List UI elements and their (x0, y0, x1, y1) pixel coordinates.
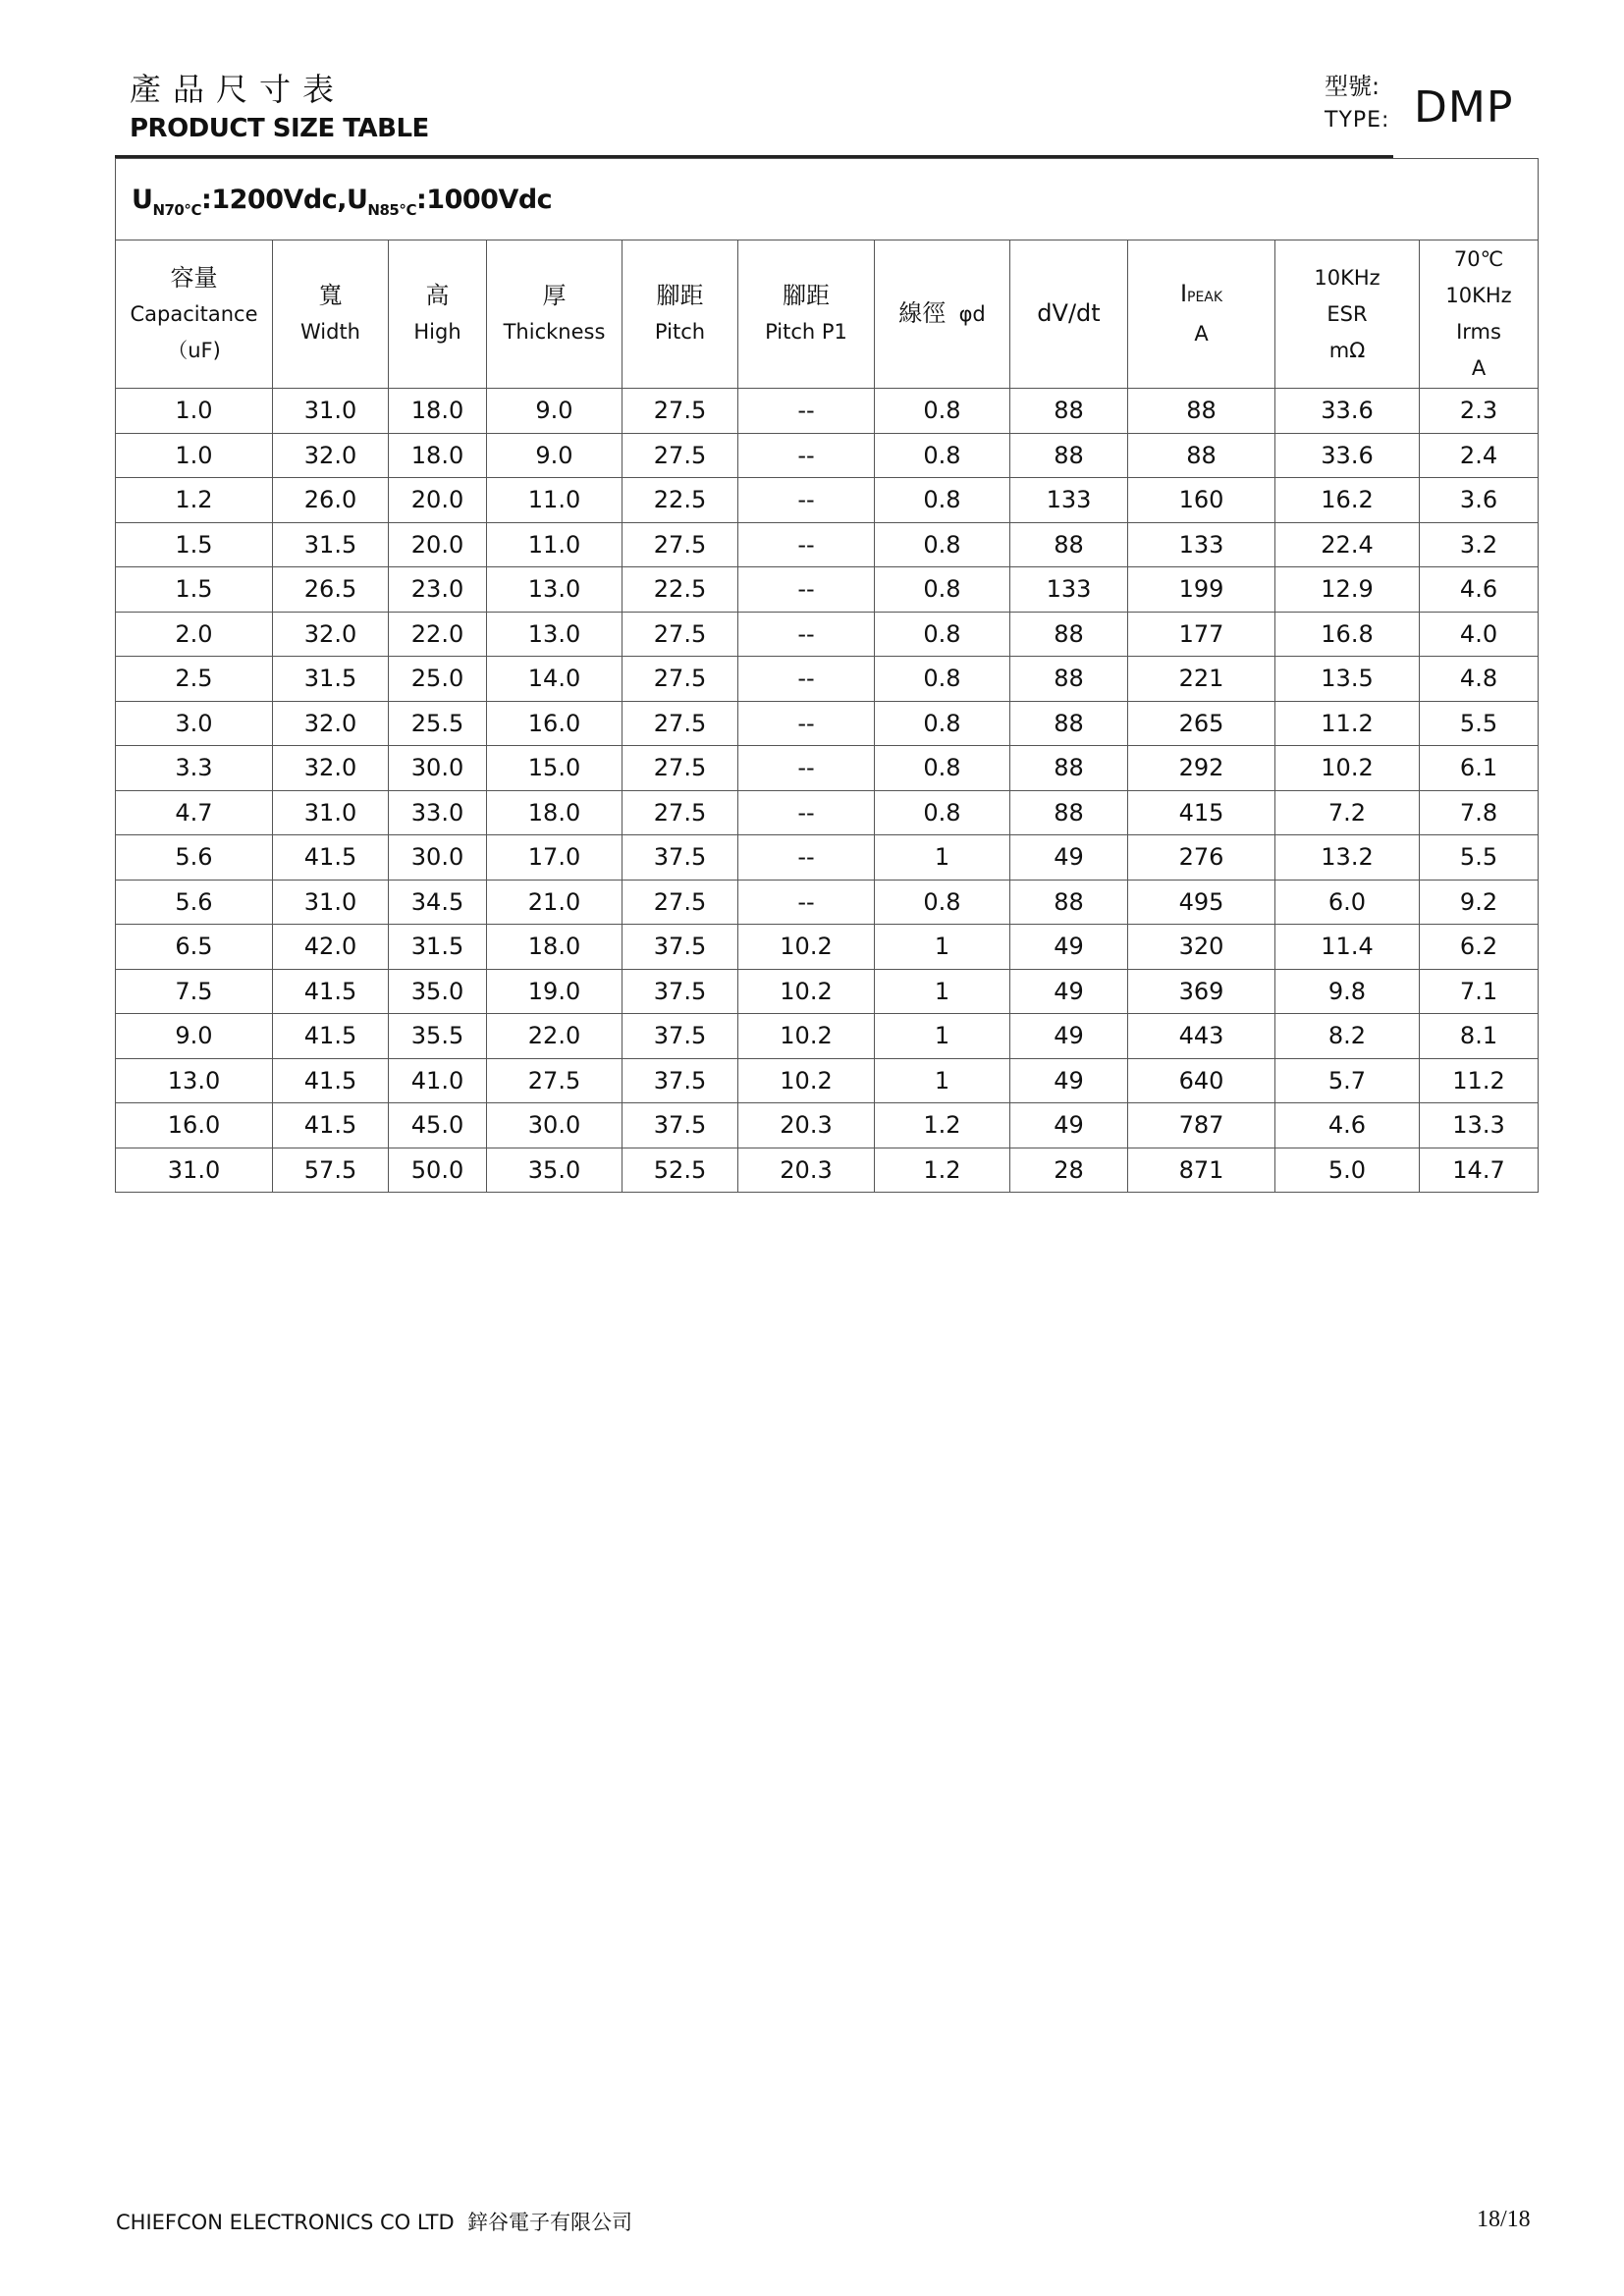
table-cell: 133 (1128, 522, 1275, 567)
table-cell: 37.5 (623, 835, 738, 881)
table-cell: 88 (1010, 880, 1128, 925)
table-cell: 88 (1010, 389, 1128, 434)
table-cell: 5.0 (1275, 1148, 1420, 1193)
table-cell: 27.5 (623, 746, 738, 791)
table-cell: 50.0 (389, 1148, 487, 1193)
table-cell: -- (738, 433, 875, 478)
table-cell: 7.1 (1420, 969, 1539, 1014)
table-cell: 49 (1010, 835, 1128, 881)
table-row (116, 1103, 1539, 1148)
table-cell: 3.0 (116, 701, 273, 746)
col-ipeak: IPEAK A (1128, 240, 1275, 389)
table-cell: 11.2 (1275, 701, 1420, 746)
table-cell: -- (738, 835, 875, 881)
table-cell: 1.0 (116, 433, 273, 478)
table-cell: 37.5 (623, 925, 738, 970)
table-cell: 2.0 (116, 612, 273, 657)
table-cell: 41.5 (273, 835, 389, 881)
table-cell: 265 (1128, 701, 1275, 746)
table-cell: 27.5 (487, 1058, 623, 1103)
table-row (116, 1014, 1539, 1059)
table-cell: 495 (1128, 880, 1275, 925)
table-cell: 26.5 (273, 567, 389, 613)
table-cell: 1.0 (116, 389, 273, 434)
table-cell: 787 (1128, 1103, 1275, 1148)
table-cell: 320 (1128, 925, 1275, 970)
product-size-table (115, 158, 1539, 1193)
type-label-zh: 型號: (1325, 73, 1380, 100)
table-cell: 32.0 (273, 746, 389, 791)
table-cell: 15.0 (487, 746, 623, 791)
table-cell: 49 (1010, 1103, 1128, 1148)
table-cell: 10.2 (1275, 746, 1420, 791)
table-cell: 30.0 (389, 835, 487, 881)
table-cell: 31.5 (273, 657, 389, 702)
table-cell: 30.0 (389, 746, 487, 791)
table-cell: 88 (1010, 522, 1128, 567)
table-cell: 49 (1010, 969, 1128, 1014)
table-cell: 2.4 (1420, 433, 1539, 478)
table-cell: 0.8 (875, 433, 1010, 478)
table-cell: 4.7 (116, 790, 273, 835)
table-cell: 11.2 (1420, 1058, 1539, 1103)
table-cell: 18.0 (389, 389, 487, 434)
table-cell: 88 (1010, 701, 1128, 746)
table-cell: 88 (1010, 746, 1128, 791)
table-row (116, 746, 1539, 791)
table-cell: 1.2 (116, 478, 273, 523)
table-cell: 5.5 (1420, 835, 1539, 881)
col-width: 寬 Width (273, 240, 389, 389)
table-cell: 49 (1010, 1014, 1128, 1059)
col-esr: 10KHz ESR mΩ (1275, 240, 1420, 389)
table-cell: 88 (1128, 389, 1275, 434)
table-cell: 6.2 (1420, 925, 1539, 970)
table-cell: 4.6 (1420, 567, 1539, 613)
table-row (116, 612, 1539, 657)
table-cell: 34.5 (389, 880, 487, 925)
table-cell: 1.5 (116, 567, 273, 613)
table-cell: 49 (1010, 1058, 1128, 1103)
table-cell: -- (738, 567, 875, 613)
table-row (116, 835, 1539, 881)
table-cell: 27.5 (623, 657, 738, 702)
page-number: 18/18 (1477, 2207, 1531, 2232)
table-cell: 9.8 (1275, 969, 1420, 1014)
table-cell: 27.5 (623, 790, 738, 835)
table-cell: 41.5 (273, 969, 389, 1014)
col-capacitance: 容量 Capacitance （uF) (116, 240, 273, 389)
table-cell: 28 (1010, 1148, 1128, 1193)
type-value: DMP (1414, 82, 1514, 133)
table-cell: 31.0 (273, 389, 389, 434)
table-cell: -- (738, 522, 875, 567)
table-cell: 11.0 (487, 478, 623, 523)
table-cell: 0.8 (875, 567, 1010, 613)
table-cell: 88 (1128, 433, 1275, 478)
table-cell: 13.2 (1275, 835, 1420, 881)
page-title-zh: 產品尺寸表 (130, 71, 347, 108)
table-cell: 22.4 (1275, 522, 1420, 567)
table-cell: 16.0 (116, 1103, 273, 1148)
table-cell: 0.8 (875, 701, 1010, 746)
table-cell: -- (738, 746, 875, 791)
table-cell: 20.3 (738, 1148, 875, 1193)
col-dvdt: dV/dt (1010, 240, 1128, 389)
table-cell: 26.0 (273, 478, 389, 523)
table-cell: 16.2 (1275, 478, 1420, 523)
table-cell: 37.5 (623, 1103, 738, 1148)
table-header-row (116, 240, 1539, 389)
table-cell: 10.2 (738, 925, 875, 970)
table-cell: -- (738, 389, 875, 434)
table-cell: 16.8 (1275, 612, 1420, 657)
table-cell: 14.7 (1420, 1148, 1539, 1193)
table-cell: 31.0 (273, 880, 389, 925)
table-cell: 13.0 (487, 567, 623, 613)
table-cell: 35.0 (487, 1148, 623, 1193)
table-row (116, 389, 1539, 434)
table-cell: 1 (875, 969, 1010, 1014)
table-row (116, 657, 1539, 702)
table-cell: 25.0 (389, 657, 487, 702)
table-cell: 0.8 (875, 790, 1010, 835)
table-cell: 27.5 (623, 880, 738, 925)
table-cell: -- (738, 701, 875, 746)
table-cell: 1.2 (875, 1148, 1010, 1193)
table-cell: 45.0 (389, 1103, 487, 1148)
col-high: 高 High (389, 240, 487, 389)
table-cell: 1 (875, 925, 1010, 970)
table-cell: 20.0 (389, 522, 487, 567)
table-cell: 16.0 (487, 701, 623, 746)
table-cell: 1 (875, 1014, 1010, 1059)
table-cell: 7.5 (116, 969, 273, 1014)
table-cell: 23.0 (389, 567, 487, 613)
table-cell: 1.2 (875, 1103, 1010, 1148)
table-cell: 1.5 (116, 522, 273, 567)
table-cell: 10.2 (738, 1058, 875, 1103)
table-cell: 13.0 (487, 612, 623, 657)
table-cell: 2.3 (1420, 389, 1539, 434)
table-cell: 17.0 (487, 835, 623, 881)
table-cell: 88 (1010, 433, 1128, 478)
page-title-en: PRODUCT SIZE TABLE (130, 114, 429, 143)
table-cell: 871 (1128, 1148, 1275, 1193)
table-cell: 0.8 (875, 522, 1010, 567)
table-cell: 13.5 (1275, 657, 1420, 702)
table-row (116, 790, 1539, 835)
table-cell: 5.6 (116, 835, 273, 881)
table-cell: 9.0 (487, 433, 623, 478)
table-cell: 27.5 (623, 701, 738, 746)
table-cell: 32.0 (273, 612, 389, 657)
table-cell: 27.5 (623, 433, 738, 478)
table-cell: 221 (1128, 657, 1275, 702)
col-irms: 70℃ 10KHz Irms A (1420, 240, 1539, 389)
table-row (116, 478, 1539, 523)
table-cell: -- (738, 880, 875, 925)
table-cell: 199 (1128, 567, 1275, 613)
table-cell: 292 (1128, 746, 1275, 791)
table-cell: 33.0 (389, 790, 487, 835)
table-cell: 27.5 (623, 389, 738, 434)
voltage-rating: $U_{N70℃}:1200Vdc,U_{N85℃}:1000Vdc$ (116, 159, 1539, 240)
table-cell: 160 (1128, 478, 1275, 523)
table-cell: 133 (1010, 478, 1128, 523)
table-cell: 41.5 (273, 1058, 389, 1103)
table-row (116, 567, 1539, 613)
table-cell: 31.0 (273, 790, 389, 835)
table-cell: 0.8 (875, 478, 1010, 523)
table-cell: 18.0 (389, 433, 487, 478)
table-cell: 33.6 (1275, 389, 1420, 434)
table-cell: 22.0 (389, 612, 487, 657)
table-cell: 22.0 (487, 1014, 623, 1059)
table-cell: 640 (1128, 1058, 1275, 1103)
table-cell: 13.0 (116, 1058, 273, 1103)
table-cell: 7.8 (1420, 790, 1539, 835)
table-cell: 31.5 (389, 925, 487, 970)
table-cell: 20.3 (738, 1103, 875, 1148)
table-cell: 1 (875, 835, 1010, 881)
table-row (116, 1148, 1539, 1193)
table-cell: 37.5 (623, 1058, 738, 1103)
table-cell: 9.2 (1420, 880, 1539, 925)
table-cell: 33.6 (1275, 433, 1420, 478)
table-cell: 7.2 (1275, 790, 1420, 835)
table-row (116, 433, 1539, 478)
table-cell: 27.5 (623, 522, 738, 567)
voltage-rating-row (116, 159, 1539, 240)
table-cell: 13.3 (1420, 1103, 1539, 1148)
table-cell: 25.5 (389, 701, 487, 746)
table-cell: 2.5 (116, 657, 273, 702)
table-cell: 49 (1010, 925, 1128, 970)
table-cell: 1 (875, 1058, 1010, 1103)
table-cell: 3.6 (1420, 478, 1539, 523)
table-cell: 133 (1010, 567, 1128, 613)
table-cell: 41.5 (273, 1014, 389, 1059)
type-label-en: TYPE: (1325, 108, 1390, 133)
table-row (116, 969, 1539, 1014)
table-cell: 10.2 (738, 1014, 875, 1059)
table-cell: 42.0 (273, 925, 389, 970)
table-cell: 35.0 (389, 969, 487, 1014)
table-cell: -- (738, 478, 875, 523)
table-row (116, 880, 1539, 925)
table-cell: 6.0 (1275, 880, 1420, 925)
table-cell: 88 (1010, 790, 1128, 835)
table-cell: 18.0 (487, 925, 623, 970)
table-cell: 177 (1128, 612, 1275, 657)
table-cell: 4.8 (1420, 657, 1539, 702)
table-cell: 443 (1128, 1014, 1275, 1059)
table-cell: 88 (1010, 612, 1128, 657)
col-pitch: 腳距 Pitch (623, 240, 738, 389)
table-cell: 4.6 (1275, 1103, 1420, 1148)
col-wire-diameter: 線徑 φd (875, 240, 1010, 389)
table-cell: 22.5 (623, 567, 738, 613)
col-pitch-p1: 腳距 Pitch P1 (738, 240, 875, 389)
table-cell: 32.0 (273, 433, 389, 478)
table-cell: 88 (1010, 657, 1128, 702)
table-cell: 369 (1128, 969, 1275, 1014)
table-cell: 0.8 (875, 746, 1010, 791)
table-cell: 27.5 (623, 612, 738, 657)
table-cell: 6.1 (1420, 746, 1539, 791)
table-row (116, 925, 1539, 970)
table-cell: 21.0 (487, 880, 623, 925)
table-cell: 9.0 (487, 389, 623, 434)
table-cell: 37.5 (623, 969, 738, 1014)
table-row (116, 1058, 1539, 1103)
table-cell: 9.0 (116, 1014, 273, 1059)
table-cell: 18.0 (487, 790, 623, 835)
table-cell: 30.0 (487, 1103, 623, 1148)
table-cell: 8.1 (1420, 1014, 1539, 1059)
table-cell: 31.0 (116, 1148, 273, 1193)
table-cell: 37.5 (623, 1014, 738, 1059)
table-cell: 22.5 (623, 478, 738, 523)
table-cell: 0.8 (875, 389, 1010, 434)
table-cell: 415 (1128, 790, 1275, 835)
table-cell: 14.0 (487, 657, 623, 702)
footer-company: CHIEFCON ELECTRONICS CO LTD 鋅谷電子有限公司 (116, 2211, 633, 2234)
table-row (116, 522, 1539, 567)
table-cell: 11.0 (487, 522, 623, 567)
table-cell: 4.0 (1420, 612, 1539, 657)
table-cell: 41.5 (273, 1103, 389, 1148)
product-size-table-wrapper (115, 158, 1538, 1193)
table-cell: 5.5 (1420, 701, 1539, 746)
table-cell: -- (738, 612, 875, 657)
table-cell: 5.6 (116, 880, 273, 925)
table-cell: 52.5 (623, 1148, 738, 1193)
table-cell: 19.0 (487, 969, 623, 1014)
table-cell: 3.3 (116, 746, 273, 791)
table-cell: 8.2 (1275, 1014, 1420, 1059)
table-cell: 276 (1128, 835, 1275, 881)
table-cell: 11.4 (1275, 925, 1420, 970)
table-cell: 10.2 (738, 969, 875, 1014)
table-cell: 41.0 (389, 1058, 487, 1103)
table-cell: 5.7 (1275, 1058, 1420, 1103)
table-cell: 12.9 (1275, 567, 1420, 613)
table-cell: 31.5 (273, 522, 389, 567)
table-cell: 20.0 (389, 478, 487, 523)
table-cell: 6.5 (116, 925, 273, 970)
table-cell: -- (738, 657, 875, 702)
table-cell: 57.5 (273, 1148, 389, 1193)
table-cell: 3.2 (1420, 522, 1539, 567)
table-cell: 35.5 (389, 1014, 487, 1059)
table-cell: 32.0 (273, 701, 389, 746)
table-cell: 0.8 (875, 657, 1010, 702)
table-cell: -- (738, 790, 875, 835)
table-cell: 0.8 (875, 612, 1010, 657)
col-thickness: 厚 Thickness (487, 240, 623, 389)
table-row (116, 701, 1539, 746)
table-cell: 0.8 (875, 880, 1010, 925)
